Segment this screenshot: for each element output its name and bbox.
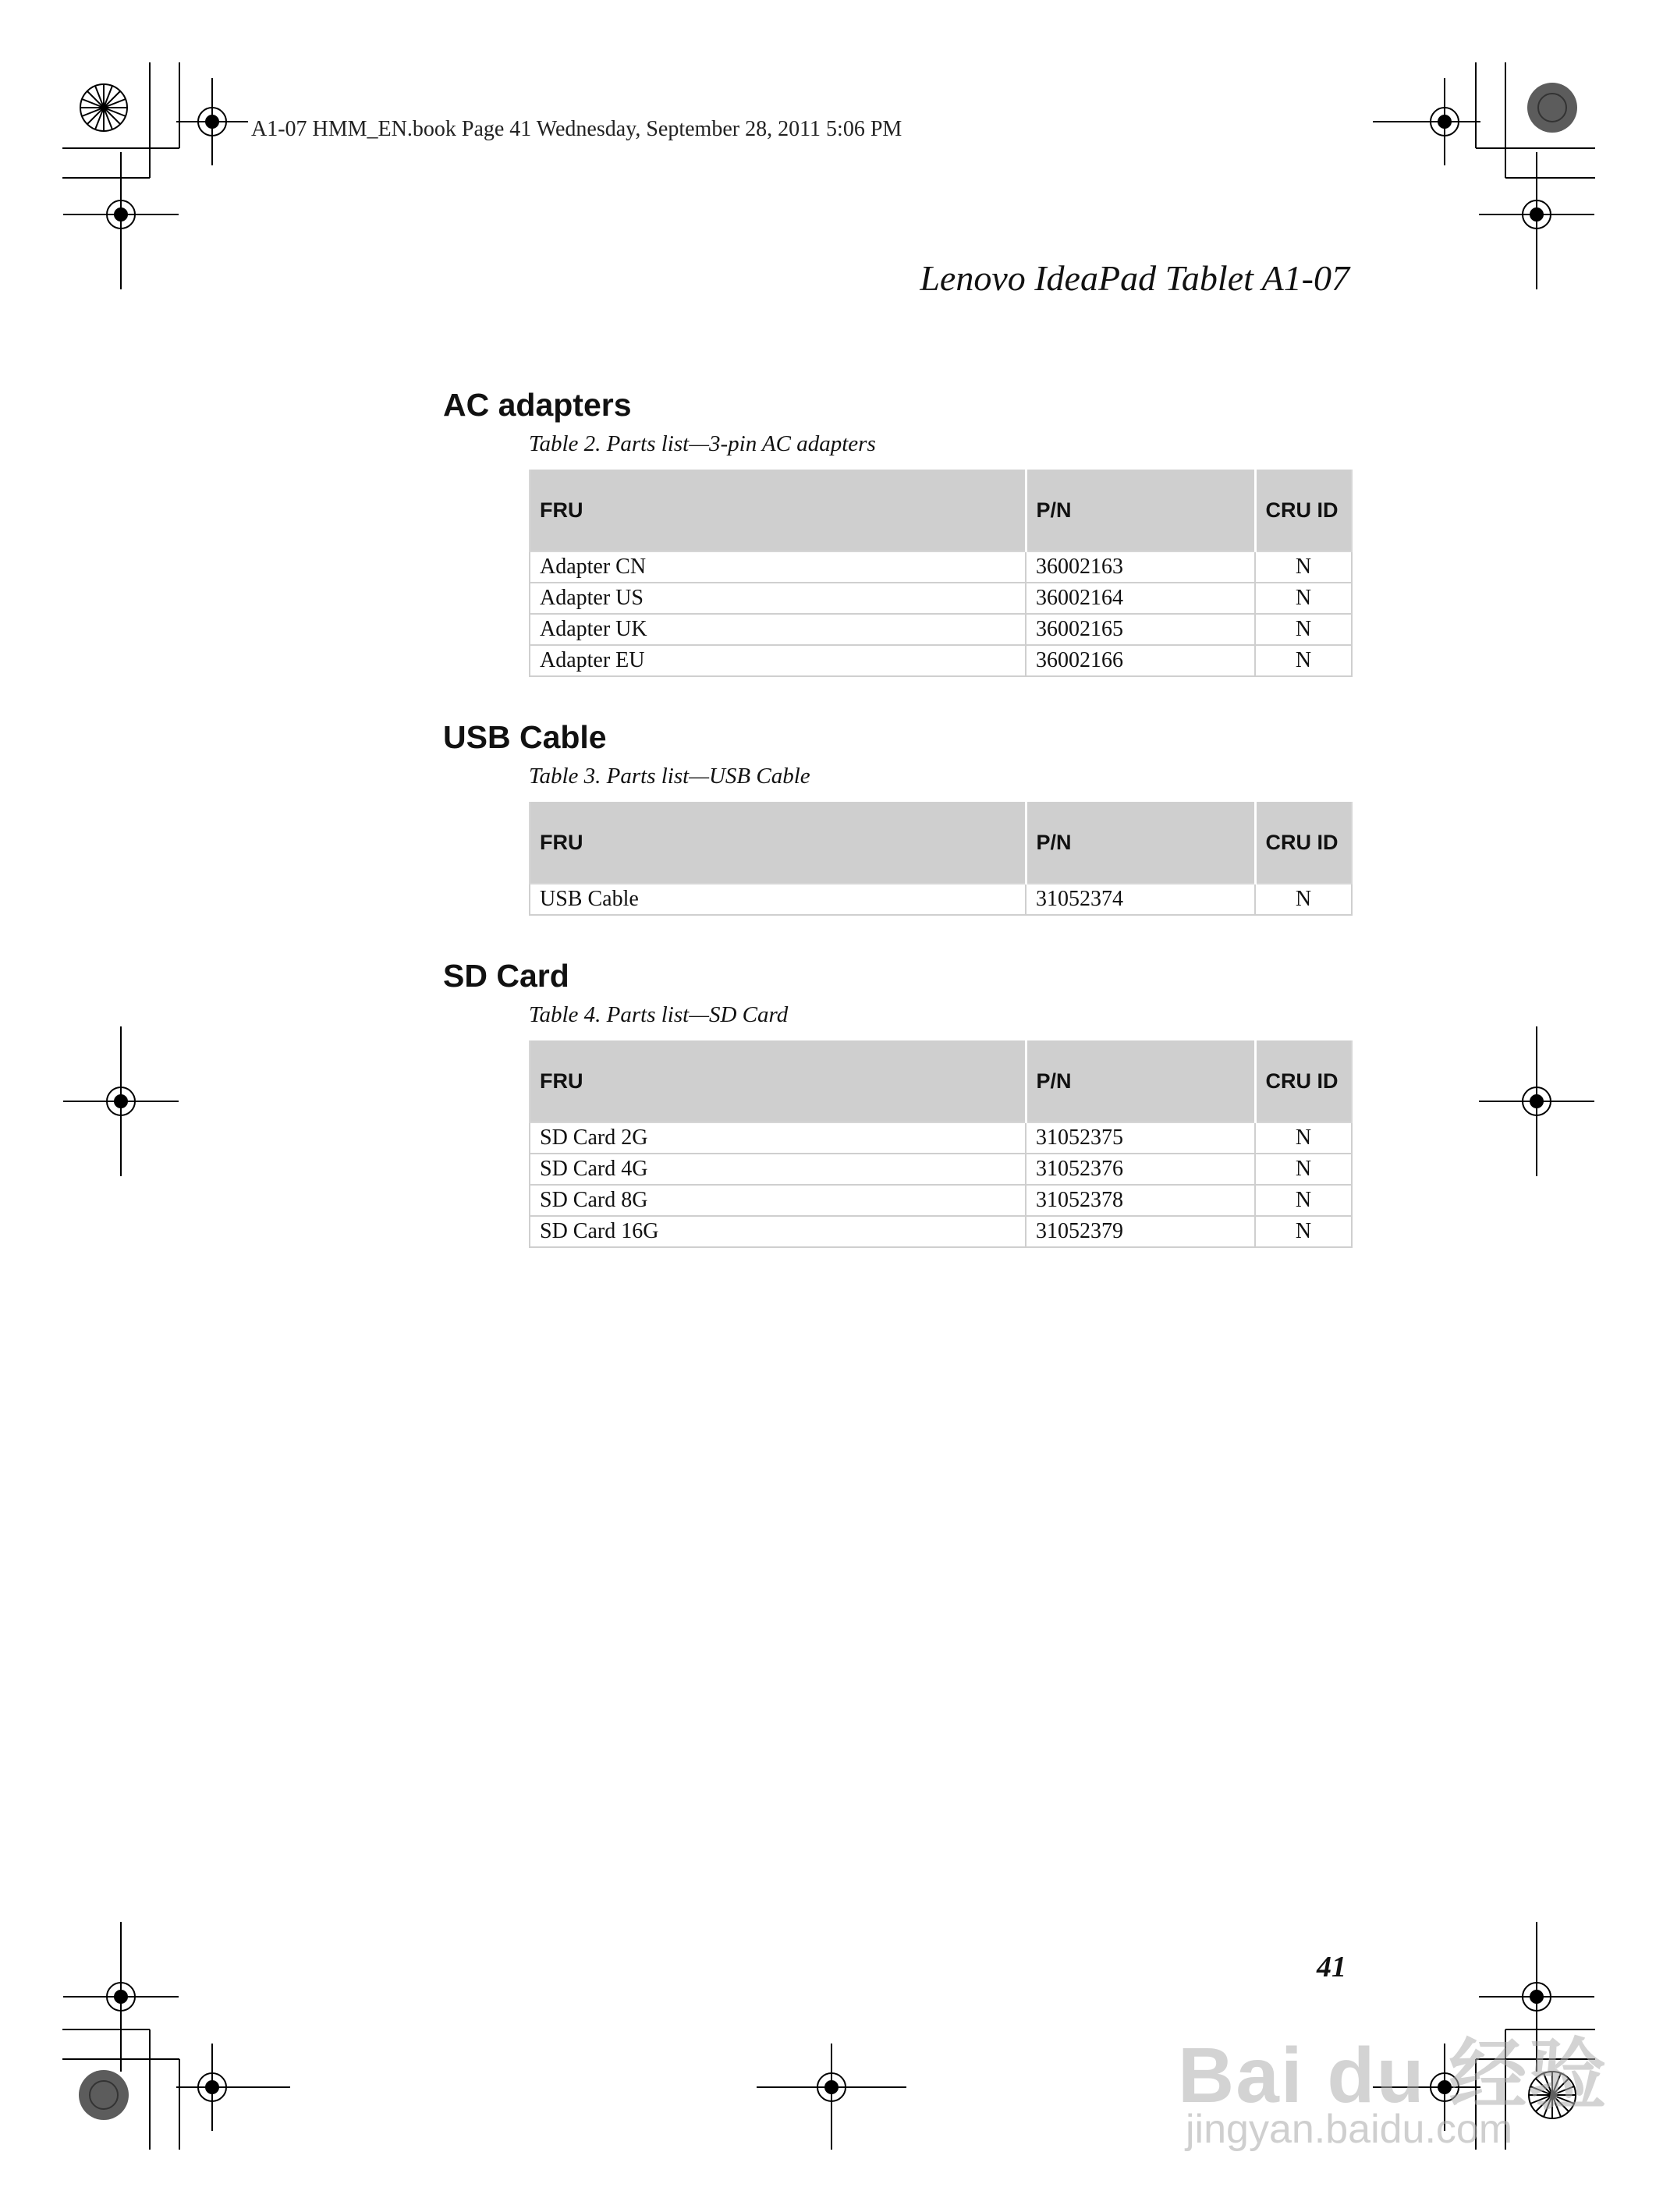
pn-cell: 31052374 [1026, 884, 1255, 915]
fru-cell: Adapter EU [530, 645, 1026, 676]
column-header-cru-id: CRU ID [1255, 802, 1352, 884]
table-caption-usb-cable: Table 3. Parts list—USB Cable [529, 764, 810, 789]
fru-cell: Adapter UK [530, 614, 1026, 645]
table-row [530, 645, 1352, 676]
pn-cell: 36002164 [1026, 583, 1255, 614]
cru-cell: N [1255, 884, 1352, 915]
cru-cell: N [1255, 1216, 1352, 1247]
parts-table-ac-adapters [529, 470, 1353, 677]
pn-cell: 31052375 [1026, 1122, 1255, 1154]
watermark-url: jingyan.baidu.com [1186, 2107, 1513, 2152]
watermark-logo-text: Bai du 经验 [1178, 2032, 1608, 2119]
page-number: 41 [1317, 1951, 1346, 1983]
fru-cell: Adapter CN [530, 551, 1026, 583]
column-header-cru-id: CRU ID [1255, 470, 1352, 551]
column-header-cru-id: CRU ID [1255, 1040, 1352, 1122]
cru-cell: N [1255, 1122, 1352, 1154]
fru-cell: SD Card 2G [530, 1122, 1026, 1154]
pn-cell: 36002165 [1026, 614, 1255, 645]
cru-cell: N [1255, 614, 1352, 645]
table-row [530, 1216, 1352, 1247]
fru-cell: Adapter US [530, 583, 1026, 614]
table-row [530, 1185, 1352, 1216]
section-title-usb-cable: USB Cable [443, 719, 607, 755]
column-header-fru: FRU [530, 802, 1026, 884]
section-title-sd-card: SD Card [443, 958, 569, 994]
table-row [530, 1122, 1352, 1154]
cru-cell: N [1255, 551, 1352, 583]
table-row [530, 614, 1352, 645]
table-caption-sd-card: Table 4. Parts list—SD Card [529, 1002, 789, 1027]
table-row [530, 1154, 1352, 1185]
running-head: Lenovo IdeaPad Tablet A1-07 [920, 258, 1349, 298]
column-header-pn: P/N [1026, 1040, 1255, 1122]
table-row [530, 583, 1352, 614]
column-header-fru: FRU [530, 1040, 1026, 1122]
fru-cell: SD Card 16G [530, 1216, 1026, 1247]
parts-table-sd-card [529, 1040, 1353, 1248]
table-row [530, 551, 1352, 583]
fru-cell: USB Cable [530, 884, 1026, 915]
fru-cell: SD Card 4G [530, 1154, 1026, 1185]
pn-cell: 31052376 [1026, 1154, 1255, 1185]
pn-cell: 31052379 [1026, 1216, 1255, 1247]
cru-cell: N [1255, 645, 1352, 676]
column-header-fru: FRU [530, 470, 1026, 551]
pn-cell: 36002166 [1026, 645, 1255, 676]
fru-cell: SD Card 8G [530, 1185, 1026, 1216]
table-caption-ac-adapters: Table 2. Parts list—3-pin AC adapters [529, 431, 876, 456]
pn-cell: 31052378 [1026, 1185, 1255, 1216]
column-header-pn: P/N [1026, 802, 1255, 884]
column-header-pn: P/N [1026, 470, 1255, 551]
print-slug: A1-07 HMM_EN.book Page 41 Wednesday, September 28, 2011 5:06 PM [251, 117, 902, 141]
section-title-ac-adapters: AC adapters [443, 387, 632, 423]
parts-table-usb-cable [529, 802, 1353, 916]
table-row [530, 884, 1352, 915]
cru-cell: N [1255, 583, 1352, 614]
pn-cell: 36002163 [1026, 551, 1255, 583]
cru-cell: N [1255, 1185, 1352, 1216]
cru-cell: N [1255, 1154, 1352, 1185]
